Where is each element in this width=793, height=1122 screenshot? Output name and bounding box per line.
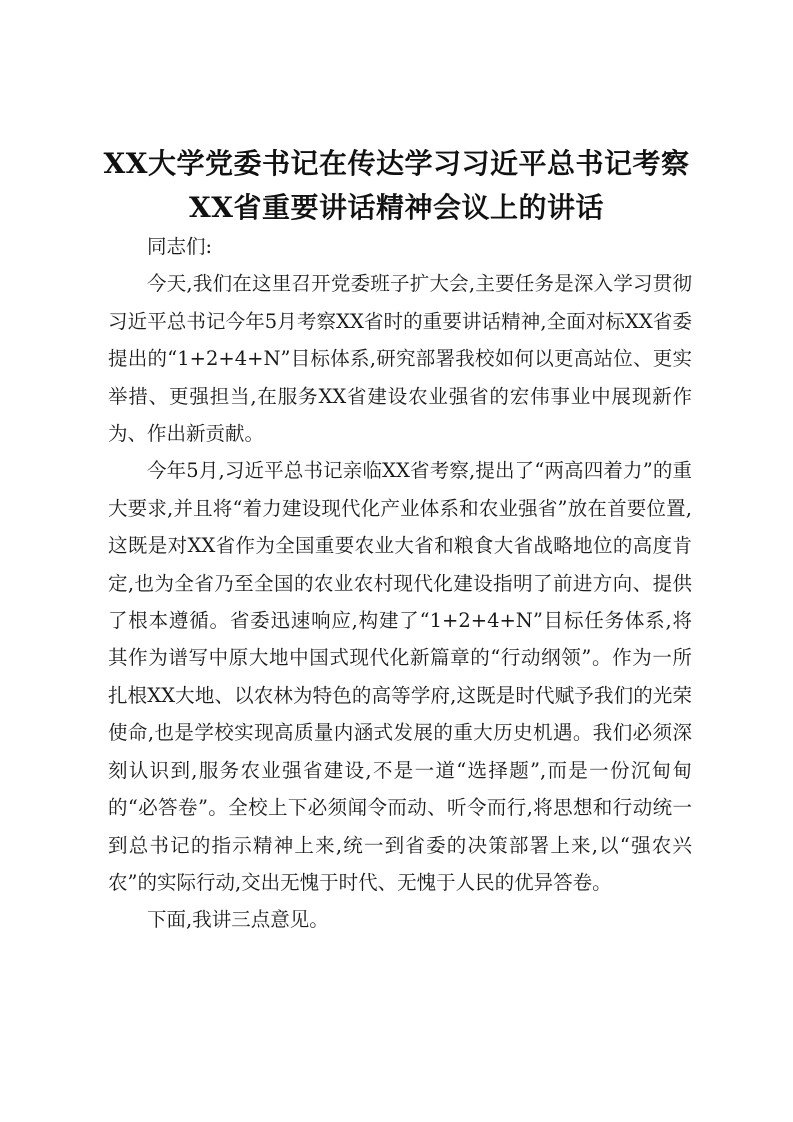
paragraph-3: 下面,我讲三点意见。 [147, 908, 329, 932]
paragraph-1: 今天,我们在这里召开党委班子扩大会,主要任务是深入学习贯彻习近平总书记今年5月考察XX省时的重要讲话精神,全面对标XX省委提出的“1+2+4+N”目标体系,研究部署我校如何以更高站位、更实举措、更强担当,在服务XX省建设农业强省的宏伟事业中展现新作为、作出新贡献。 [108, 272, 692, 446]
document-body [108, 228, 692, 939]
document-title: XX大学党委书记在传达学习习近平总书记考察XX省重要讲话精神会议上的讲话 [103, 147, 690, 224]
salutation: 同志们: [147, 235, 213, 258]
paragraph-2: 今年5月,习近平总书记亲临XX省考察,提出了“两高四着力”的重大要求,并且将“着力建设现代化产业体系和农业强省”放在首要位置,这既是对XX省作为全国重要农业大省和粮食大省战略地位的高度肯定,也为全省乃至全国的农业农村现代化建设指明了前进方向、提供了根本遵循。省委迅速响应,构建了“1+2+4+N”目标任务体系,将其作为谱写中原大地中国式现代化新篇章的“行动纲领”。作为一所扎根XX大地、以农林为特色的高等学府,这既是时代赋予我们的光荣使命,也是学校实现高质量内涵式发展的重大历史机遇。我们必须深刻认识到,服务农业强省建设,不是一道“选择题”,而是一份沉甸甸的“必答卷”。全校上下必须闻令而动、听令而行,将思想和行动统一到总书记的指示精神上来,统一到省委的决策部署上来,以“强农兴农”的实际行动,交出无愧于时代、无愧于人民的优异答卷。 [108, 459, 692, 894]
